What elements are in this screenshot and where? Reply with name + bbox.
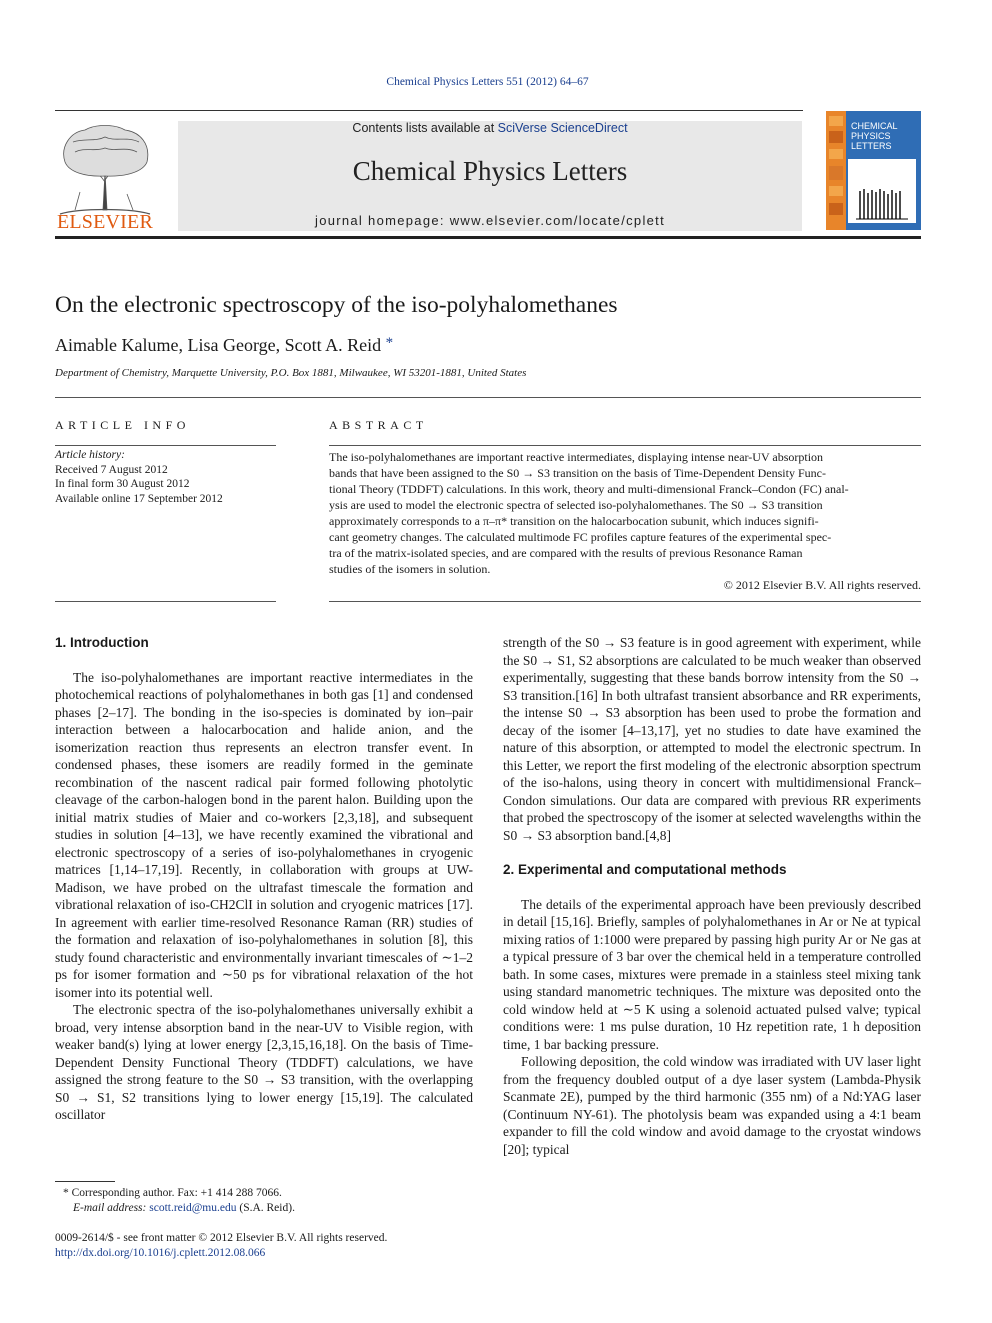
contents-line: Contents lists available at SciVerse ScienceDirect <box>352 121 628 135</box>
abstract-bottom-rule <box>329 601 921 602</box>
abstract-line: tra of the matrix-isolated species, and are compared with the results of previous Resonance Raman <box>329 546 803 560</box>
abstract-line: approximately corresponds to a π–π* transition on the halocarbocation subunit, which induces signifi- <box>329 514 819 528</box>
cover-title-line-3: LETTERS <box>851 141 892 151</box>
footnote <box>55 1186 473 1216</box>
corresponding-author-note: * Corresponding author. Fax: +1 414 288 7066. <box>63 1187 282 1199</box>
abstract-text <box>329 449 921 577</box>
elsevier-wordmark: ELSEVIER <box>56 211 154 233</box>
journal-citation[interactable]: Chemical Physics Letters 551 (2012) 64–67 <box>386 76 589 88</box>
journal-homepage: journal homepage: www.elsevier.com/locate/cplett <box>315 213 665 228</box>
article-history <box>55 448 295 506</box>
history-label: Article history: <box>55 449 125 461</box>
journal-cover-thumbnail <box>826 111 921 230</box>
section-heading-introduction: 1. Introduction <box>55 635 149 650</box>
article-info-bottom-rule <box>55 601 276 602</box>
methods-paragraph-2: Following deposition, the cold window was irradiated with UV laser light from the frequency doubled output of a dye laser system (Lambda-Physik Scanmate 2E), pumped by the third harmonic (355 nm) of a Nd:YAG laser (Continuum NY-61). The photolysis beam was expanded using a 4:1 beam expander to fill the cold window and avoid damage to the cryostat windows [20]; typical <box>503 1054 921 1157</box>
abstract-copyright: © 2012 Elsevier B.V. All rights reserved. <box>723 578 921 592</box>
intro-paragraph-1: The iso-polyhalomethanes are important reactive intermediates in the photochemical reactions of polyhalomethanes in both gas [1] and condensed phases [2–17]. The bonding in the iso-species is dominated by ion–pair interaction between a halocarbocation and halide anion, and the isomerization reaction thus represents an electron transfer event. In condensed phases, these isomers are readily formed in the geminate recombination of the nascent radical pair formed following photolytic cleavage of the carbon-halogen bond in the parent halon. Building upon the initial matrix studies of Maier and co-workers [2,3,18], and subsequent studies in solution [4–13], we have recently examined the vibrational and electronic spectroscopy of a series of iso-polyhalomethanes in cryogenic matrices [1,14–17,19]. Recently, in collaboration with groups at UW-Madison, we have probed on the ultrafast timescale the formation and vibrational relaxation of iso-CH2ClI in solution and cryogenic matrices [17]. In agreement with earlier time-resolved Resonance Raman (RR) studies of the formation and relaxation of iso-polyhalomethanes in solution [8], this study found characteristic and environmentally invariant timescales of ∼1–2 ps for isomer formation and ∼50 ps for vibrational relaxation of the hot isomer into its potential well. <box>55 669 473 1000</box>
header-thick-rule <box>55 236 921 239</box>
doi-link[interactable]: http://dx.doi.org/10.1016/j.cplett.2012.08.066 <box>55 1246 266 1259</box>
abstract-line: ysis are used to model the electronic spectra of selected iso-polyhalomethanes. The S0 → S3 transition <box>329 498 823 512</box>
abstract-line: tional Theory (TDDFT) calculations. In this work, theory and multi-dimensional Franck–Condon (FC) anal- <box>329 482 849 496</box>
issn-block <box>55 1231 387 1260</box>
final-form-date: In final form 30 August 2012 <box>55 478 190 490</box>
email-link[interactable]: scott.reid@mu.edu <box>149 1202 237 1214</box>
article-title: On the electronic spectroscopy of the iso-polyhalomethanes <box>55 292 618 318</box>
header-rule <box>55 110 803 111</box>
footnote-rule <box>55 1181 115 1182</box>
issn-line: 0009-2614/$ - see front matter © 2012 Elsevier B.V. All rights reserved. <box>55 1232 388 1244</box>
article-info-rule <box>55 445 276 446</box>
cover-title-line-2: PHYSICS <box>851 131 891 141</box>
title-rule <box>55 397 921 398</box>
cover-title-line-1: CHEMICAL <box>851 121 898 131</box>
intro-paragraph-3: strength of the S0 → S3 feature is in good agreement with experiment, while the S0 → S1, S2 absorptions are calculated to be much weaker than observed experimentally, suggesting that these bands borrow intensity from the S0 → S3 transition.[16] In both ultrafast transient absorbance and RR experiments, the intense S0 → S3 absorption has been used to probe the formation and decay of the isomer [4–13,17], yet no studies to date have examined the nature of this absorption, or attempted to model the electronic spectrum. In this Letter, we report the first modeling of the electronic absorption spectrum of the iso-halons, using theory in concert with multidimensional Franck–Condon simulations. Our data are compared with previous RR experiments that probed the spectroscopy of the isomer at selected wavelengths within the S0 → S3 absorption band.[4,8] <box>503 635 921 843</box>
email-line: E-mail address: scott.reid@mu.edu (S.A. Reid). <box>73 1202 295 1214</box>
methods-paragraph-1: The details of the experimental approach have been previously described in detail [15,16]. Briefly, samples of polyhalomethanes in Ar or Ne at typical mixing ratios of 1:1000 were prepared by passing high purity Ar or Ne gas at a typical pressure of 3 bar over the chemical held in a temperature controlled bath. In some cases, mixtures were premade in a stainless steel mixing tank using standard manometric techniques. The mixture was deposited onto the cold window held at ∼5 K using a solenoid actuated pulsed valve; typical conditions were: 1 ms pulse duration, 10 Hz repetition rate, 1 h deposition time, 1 bar backing pressure. <box>503 896 921 1052</box>
affiliation: Department of Chemistry, Marquette University, P.O. Box 1881, Milwaukee, WI 53201-1881, United States <box>55 367 527 379</box>
sciencedirect-link[interactable]: SciVerse ScienceDirect <box>497 121 628 135</box>
abstract-line: cant geometry changes. The calculated multimode FC profiles capture features of the experimental spec- <box>329 530 832 544</box>
abstract-rule <box>329 445 921 446</box>
article-info-heading: ARTICLE INFO <box>55 418 190 432</box>
author-list: Aimable Kalume, Lisa George, Scott A. Reid * <box>55 335 394 355</box>
online-date: Available online 17 September 2012 <box>55 492 223 505</box>
abstract-line: studies of the isomers in solution. <box>329 562 491 576</box>
abstract-line: The iso-polyhalomethanes are important reactive intermediates, displaying intense near-UV absorption <box>329 450 824 464</box>
abstract-line: bands that have been assigned to the S0 → S3 transition on the basis of Time-Dependent Density Func- <box>329 466 826 480</box>
journal-name: Chemical Physics Letters <box>352 156 628 186</box>
body-column-right <box>503 634 921 1158</box>
section-heading-methods: 2. Experimental and computational methods <box>503 862 787 877</box>
intro-paragraph-2: The electronic spectra of the iso-polyhalomethanes universally exhibit a broad, very intense absorption band in the near-UV to Visible region, with weaker band(s) lying at lower energy [2,3,15,16,18]. On the basis of Time-Dependent Density Functional Theory (TDDFT) calculations, we have assigned the strong feature to the S0 → S3 transition, with the overlapping S0 → S1, S2 transitions lying to lower energy [15,19]. The calculated oscillator <box>55 1002 473 1122</box>
received-date: Received 7 August 2012 <box>55 463 168 476</box>
corresponding-author-mark[interactable]: * <box>385 335 394 351</box>
body-column-left <box>55 634 473 1124</box>
abstract-heading: ABSTRACT <box>329 418 428 432</box>
